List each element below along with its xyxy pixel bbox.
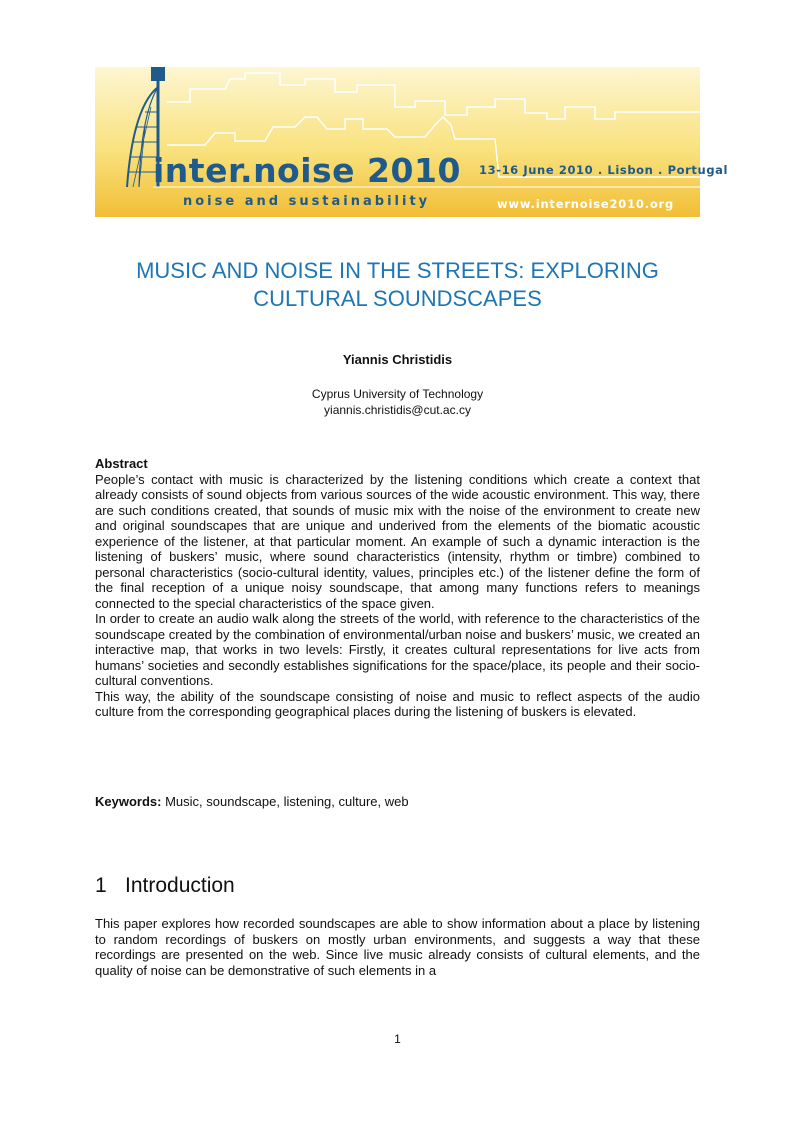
paper-title: [95, 257, 700, 313]
abstract-paragraph-3: This way, the ability of the soundscape consisting of noise and music to reflect aspects of the audio culture from the corresponding geographical places during the listening of buskers is elevated.: [95, 688, 700, 719]
banner-dates: 13-16 June 2010 . Lisbon . Portugal: [479, 163, 729, 177]
banner-subtitle: noise and sustainability: [183, 194, 431, 209]
abstract-paragraph-1: People’s contact with music is characterized by the listening conditions which create a context that already consists of sound objects from various sources of the wide acoustic environment. This way, there are such conditions created, that sounds of music mix with the noise of the environment to create new and original soundscapes that are unique and underived from the elements of the biomatic acoustic experience of the listener, at that particular moment. An example of such a dynamic interaction is the listening of buskers’ music, where sound characteristics (intensity, rhythm or timbre) combined to personal characteristics (socio-cultural identity, values, principles etc.) of the listener define the form of the final reception of a unique noisy soundscape, that among many functions refers to meanings connected to the special characteristics of the space given.: [95, 471, 700, 611]
banner-url[interactable]: www.internoise2010.org: [497, 197, 675, 211]
section-number: 1: [95, 874, 107, 897]
conference-banner: [95, 67, 729, 217]
author-name: Yiannis Christidis: [342, 352, 453, 367]
section-heading: [95, 874, 235, 898]
page-number: 1: [394, 1032, 401, 1046]
section-title: Introduction: [125, 874, 235, 897]
keywords-line: [95, 794, 700, 809]
abstract-section: [95, 456, 700, 720]
author-email[interactable]: yiannis.christidis@cut.ac.cy: [324, 403, 471, 417]
paper-title-line1: MUSIC AND NOISE IN THE STREETS: EXPLORING: [136, 258, 659, 283]
affiliation-name: Cyprus University of Technology: [311, 387, 484, 401]
abstract-heading: Abstract: [95, 456, 148, 471]
abstract-paragraph-2: In order to create an audio walk along the streets of the world, with reference to the characteristics of the soundscape created by the combination of environmental/urban noise and buskers’ music, we created an interactive map, that works in two levels: Firstly, it creates cultural representations for live acts from humans’ societies and secondly establishes significations for the space/place, its people and their socio-cultural conventions.: [95, 611, 700, 688]
banner-title: inter.noise 2010: [153, 151, 461, 190]
paper-title-line2: CULTURAL SOUNDSCAPES: [253, 286, 542, 311]
keywords-label: Keywords:: [95, 794, 162, 809]
author-affiliation: [95, 386, 700, 418]
keywords-text: Music, soundscape, listening, culture, web: [161, 794, 409, 809]
city-skyline-outline: [167, 73, 700, 119]
intro-paragraph: This paper explores how recorded soundscapes are able to show information about a place by listening to random recordings of buskers on mostly urban environments, and suggests a way that these recordings are presented on the web. Since live music already consists of cultural elements, and the quality of noise can be demonstrative of such elements in a: [95, 916, 700, 978]
